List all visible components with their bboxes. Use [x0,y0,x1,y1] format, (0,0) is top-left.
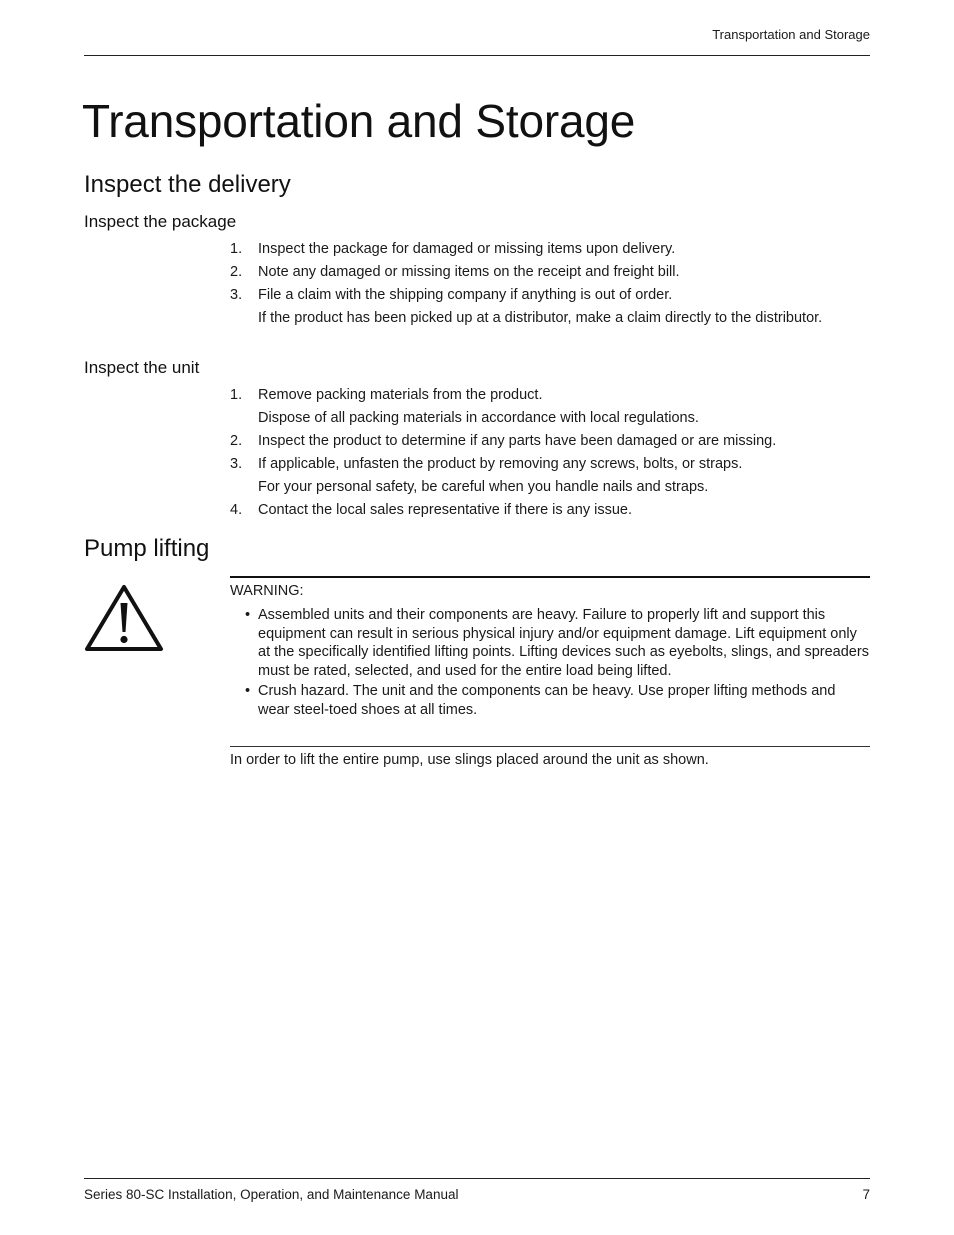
step-text: Inspect the package for damaged or missing items upon delivery. [258,241,676,257]
warning-list [230,606,870,721]
running-header: Transportation and Storage [712,27,870,42]
footer-manual-title: Series 80-SC Installation, Operation, and Maintenance Manual [84,1187,459,1202]
bullet: • [245,683,251,699]
step-text: Note any damaged or missing items on the receipt and freight bill. [258,264,680,280]
warning-label: WARNING: [230,583,304,599]
step-note: Dispose of all packing materials in accordance with local regulations. [258,410,699,426]
list-item [230,240,870,258]
step-number: 3. [230,456,243,472]
list-item [230,386,870,427]
warning-text: Assembled units and their components are heavy. Failure to properly lift and support this equipment can result in serious physical injury and/or equipment damage. Lift equipment only at the specifically identified lifting points. Lifting devices such as eyebolts, slings, and spreaders must be rated, selected, and used for the entire load being lifted. [258,607,869,679]
page-number: 7 [862,1187,870,1202]
step-text: Inspect the product to determine if any parts have been damaged or are missing. [258,433,777,449]
step-number: 1. [230,387,243,403]
list-item [230,263,870,281]
section-heading-inspect-delivery: Inspect the delivery [84,171,291,198]
unit-steps-list [230,386,870,524]
step-number: 2. [230,264,243,280]
warning-callout [230,576,870,747]
header-rule [84,55,870,56]
bullet: • [245,607,251,623]
step-number: 3. [230,287,243,303]
warning-triangle-icon [84,583,164,653]
step-note: For your personal safety, be careful when you handle nails and straps. [258,479,709,495]
step-note: If the product has been picked up at a distributor, make a claim directly to the distributor. [258,310,823,326]
step-number: 4. [230,502,243,518]
step-text: If applicable, unfasten the product by removing any screws, bolts, or straps. [258,456,743,472]
list-item [230,501,870,519]
lifting-instructions: In order to lift the entire pump, use slings placed around the unit as shown. [230,752,709,768]
step-number: 2. [230,433,243,449]
list-item [230,606,870,680]
list-item [230,682,870,719]
section-heading-pump-lifting: Pump lifting [84,535,210,562]
subheading-inspect-package: Inspect the package [84,212,237,231]
list-item [230,455,870,496]
footer-rule [84,1178,870,1179]
step-text: Remove packing materials from the product. [258,387,543,403]
subheading-inspect-unit: Inspect the unit [84,358,200,377]
list-item [230,432,870,450]
package-steps-list [230,240,870,332]
step-text: Contact the local sales representative if there is any issue. [258,502,632,518]
list-item [230,286,870,327]
step-number: 1. [230,241,243,257]
warning-text: Crush hazard. The unit and the components can be heavy. Use proper lifting methods and wear steel-toed shoes at all times. [258,683,836,718]
step-text: File a claim with the shipping company if anything is out of order. [258,287,673,303]
page-title: Transportation and Storage [82,95,636,147]
